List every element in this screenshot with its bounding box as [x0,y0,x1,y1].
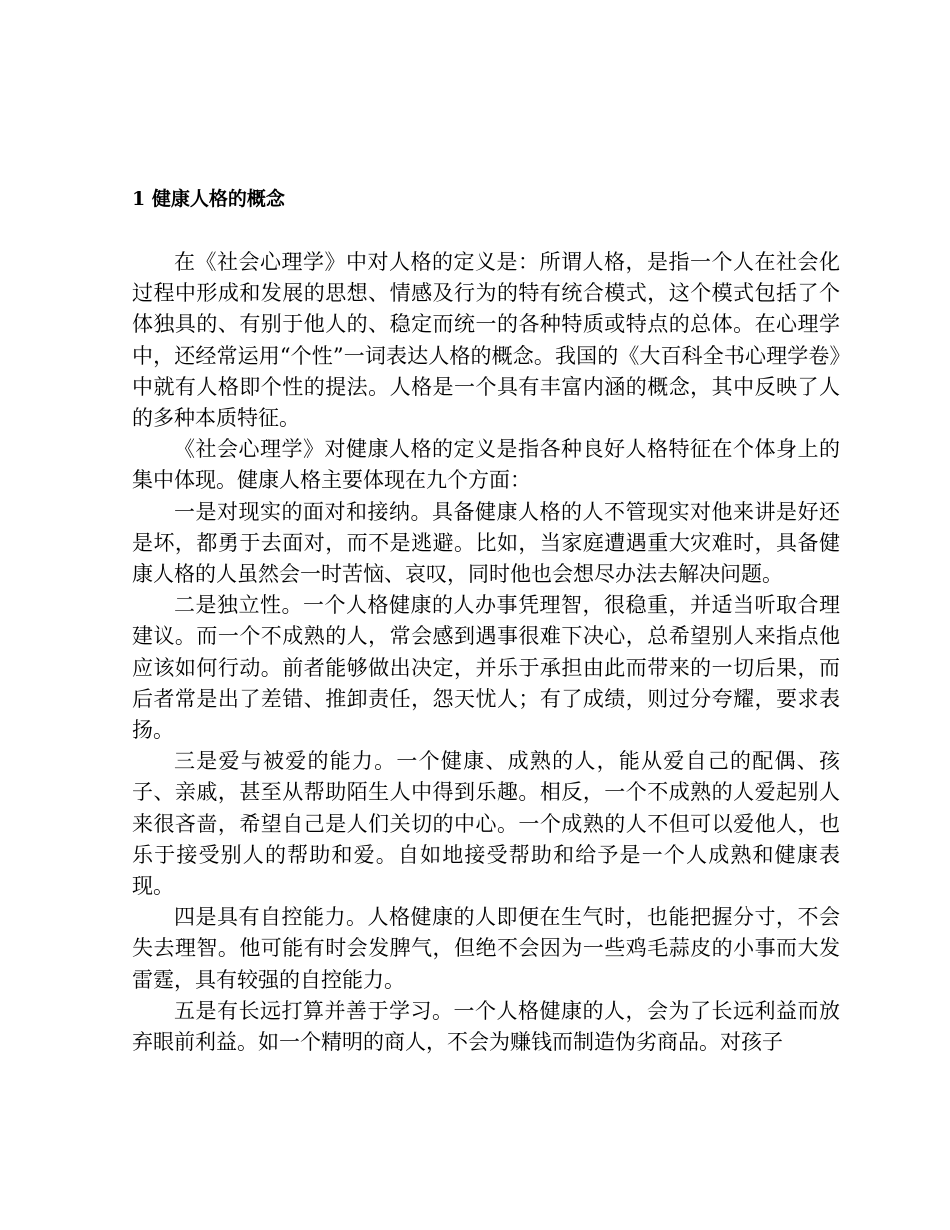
paragraph-aspect-2: 二是独立性。一个人格健康的人办事凭理智，很稳重，并适当听取合理建议。而一个不成熟的人，常会感到遇事很难下决心，总希望别人来指点他应该如何行动。前者能够做出决定，并乐于承担由此而带来的一切后果，而后者常是出了差错、推卸责任，怨天忧人；有了成绩，则过分夸耀，要求表扬。 [132,593,840,743]
paragraph-aspect-5: 五是有长远打算并善于学习。一个人格健康的人，会为了长远利益而放弃眼前利益。如一个精明的商人，不会为赚钱而制造伪劣商品。对孩子 [132,998,840,1055]
paragraph-healthy-personality: 《社会心理学》对健康人格的定义是指各种良好人格特征在个体身上的集中体现。健康人格主要体现在九个方面： [132,437,840,493]
paragraph-aspect-4: 四是具有自控能力。人格健康的人即便在生气时，也能把握分寸，不会失去理智。他可能有时会发脾气，但绝不会因为一些鸡毛蒜皮的小事而大发雷霆，具有较强的自控能力。 [132,905,840,992]
section-heading: 1 健康人格的概念 [132,188,285,210]
paragraph-aspect-3: 三是爱与被爱的能力。一个健康、成熟的人，能从爱自己的配偶、孩子、亲戚，甚至从帮助陌生人中得到乐趣。相反，一个不成熟的人爱起别人来很吝啬，希望自己是人们关切的中心。一个成熟的人不但可以爱他人，也乐于接受别人的帮助和爱。自如地接受帮助和给予是一个人成熟和健康表现。 [132,749,840,899]
paragraph-aspect-1: 一是对现实的面对和接纳。具备健康人格的人不管现实对他来讲是好还是坏，都勇于去面对，而不是逃避。比如，当家庭遭遇重大灾难时，具备健康人格的人虽然会一时苦恼、哀叹，同时他也会想尽办法去解决问题。 [132,499,840,587]
body-text [132,247,840,1058]
paragraph-definition: 在《社会心理学》中对人格的定义是：所谓人格，是指一个人在社会化过程中形成和发展的思想、情感及行为的特有统合模式，这个模式包括了个体独具的、有别于他人的、稳定而统一的各种特质或特点的总体。在心理学中，还经常运用“个性”一词表达人格的概念。我国的《大百科全书心理学卷》中就有人格即个性的提法。人格是一个具有丰富内涵的概念，其中反映了人的多种本质特征。 [132,250,840,431]
